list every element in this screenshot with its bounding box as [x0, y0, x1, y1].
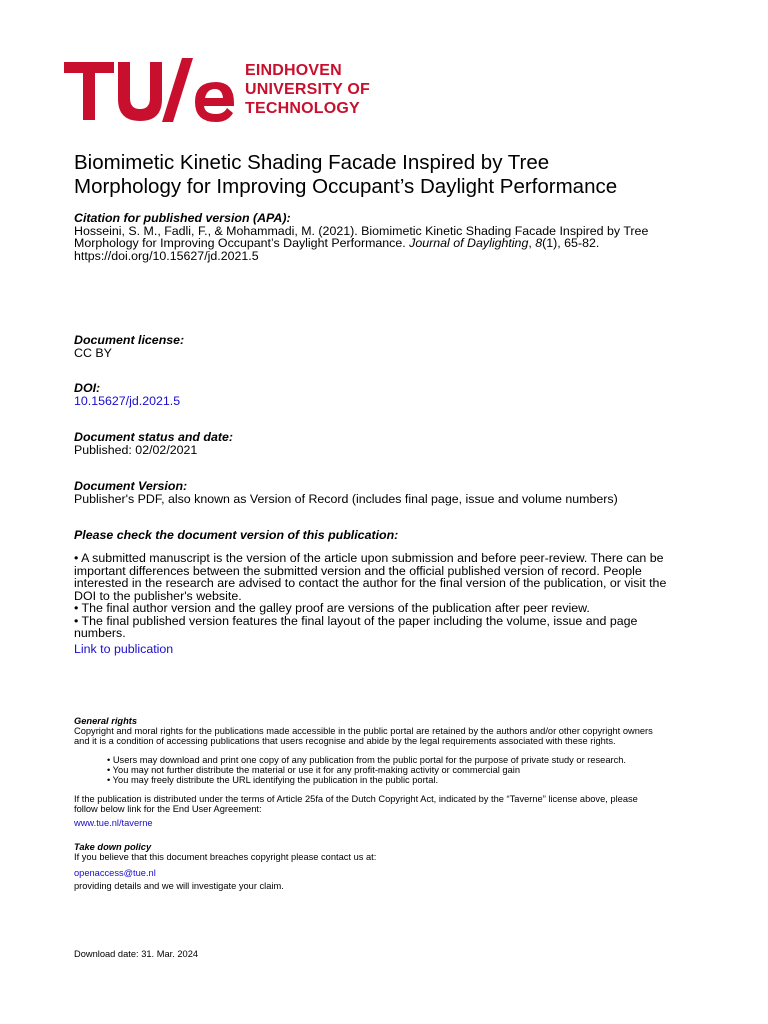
- status-label: Document status and date:: [74, 430, 234, 444]
- general-rights-label: General rights: [74, 716, 138, 726]
- citation-section: [74, 212, 704, 262]
- version-label: Document Version:: [74, 479, 188, 493]
- version-note-line: important differences between the submitted version and the official published version of record. People: [74, 563, 642, 578]
- version-note-line: • The final published version features the final layout of the paper including the volume, issue and page: [74, 613, 638, 628]
- taverne-note: [74, 794, 734, 814]
- journal-name: Journal of Daylighting: [409, 236, 529, 250]
- title-line: Morphology for Improving Occupant’s Daylight Performance: [74, 175, 618, 198]
- citation-separator: ,: [528, 236, 536, 250]
- version-section: [74, 480, 704, 505]
- general-rights-section: [74, 716, 734, 746]
- citation-line: Hosseini, S. M., Fadli, F., & Mohammadi, M. (2021). Biomimetic Kinetic Shading Facade Inspired by Tree: [74, 223, 649, 238]
- tue-logo: [64, 58, 234, 122]
- taverne-note-line: If the publication is distributed under the terms of Article 25fa of the Dutch Copyright Act, indicated by the “Taverne” license above, please: [74, 794, 638, 804]
- version-note-line: • The final author version and the galley proof are versions of the publication after peer review.: [74, 601, 590, 615]
- license-section: [74, 334, 704, 359]
- doi-label: DOI:: [74, 381, 101, 395]
- version-note-line: numbers.: [74, 626, 126, 640]
- takedown-section: [74, 842, 734, 862]
- version-note-line: DOI to the publisher's website.: [74, 588, 242, 603]
- rights-list-item: • You may freely distribute the URL identifying the publication in the public portal.: [107, 775, 439, 785]
- version-note-line: • A submitted manuscript is the version of the article upon submission and before peer-review. There can be: [74, 551, 664, 565]
- publication-title: [74, 151, 734, 199]
- publication-link[interactable]: Link to publication: [74, 642, 174, 656]
- taverne-link-row: [74, 818, 734, 828]
- takedown-label: Take down policy: [74, 842, 152, 852]
- download-date: Download date: 31. Mar. 2024: [74, 949, 199, 959]
- general-rights-line: Copyright and moral rights for the publications made accessible in the public portal are retained by the authors and/or other copyright owners: [74, 726, 653, 736]
- version-notes: [74, 552, 714, 640]
- university-name-line: UNIVERSITY OF: [245, 81, 370, 98]
- version-note-line: interested in the research are advised to contact the author for the final version of the publication, or visit the: [74, 576, 667, 590]
- journal-pages: (1), 65-82.: [542, 236, 600, 250]
- citation-label: Citation for published version (APA):: [74, 211, 291, 225]
- university-name: [245, 61, 370, 118]
- takedown-text: If you believe that this document breaches copyright please contact us at:: [74, 852, 377, 862]
- taverne-note-line: follow below link for the End User Agreement:: [74, 804, 262, 814]
- doi-section: [74, 382, 704, 407]
- citation-doi-url: https://doi.org/10.15627/jd.2021.5: [74, 248, 259, 263]
- citation-text: Morphology for Improving Occupant’s Daylight Performance.: [74, 236, 410, 250]
- citation-line: [74, 237, 704, 250]
- version-value: Publisher's PDF, also known as Version of Record (includes final page, issue and volume numbers): [74, 491, 618, 506]
- rights-list-item: • Users may download and print one copy of any publication from the public portal for the purpose of private study or research.: [107, 755, 626, 765]
- takedown-closing: providing details and we will investigate your claim.: [74, 881, 284, 891]
- publication-link-row: [74, 643, 704, 656]
- contact-email-row: [74, 868, 734, 878]
- status-section: [74, 431, 704, 456]
- rights-list-item: • You may not further distribute the material or use it for any profit-making activity or commercial gain: [107, 765, 521, 775]
- taverne-link[interactable]: www.tue.nl/taverne: [74, 818, 153, 828]
- contact-email-link[interactable]: openaccess@tue.nl: [74, 868, 156, 878]
- license-label: Document license:: [74, 333, 185, 347]
- university-name-line: TECHNOLOGY: [245, 100, 360, 117]
- journal-volume: 8: [535, 236, 543, 250]
- rights-list: [107, 755, 727, 785]
- university-name-line: EINDHOVEN: [245, 62, 342, 79]
- title-line: Biomimetic Kinetic Shading Facade Inspired by Tree: [74, 151, 550, 174]
- status-value: Published: 02/02/2021: [74, 442, 198, 457]
- tue-logo-mark: [64, 58, 234, 122]
- doi-link[interactable]: 10.15627/jd.2021.5: [74, 393, 181, 408]
- general-rights-line: and it is a condition of accessing publications that users recognise and abide by the legal requirements associated with these rights.: [74, 736, 616, 746]
- version-check-label: Please check the document version of this publication:: [74, 528, 399, 542]
- version-check-heading: [74, 529, 704, 542]
- license-value: CC BY: [74, 345, 112, 360]
